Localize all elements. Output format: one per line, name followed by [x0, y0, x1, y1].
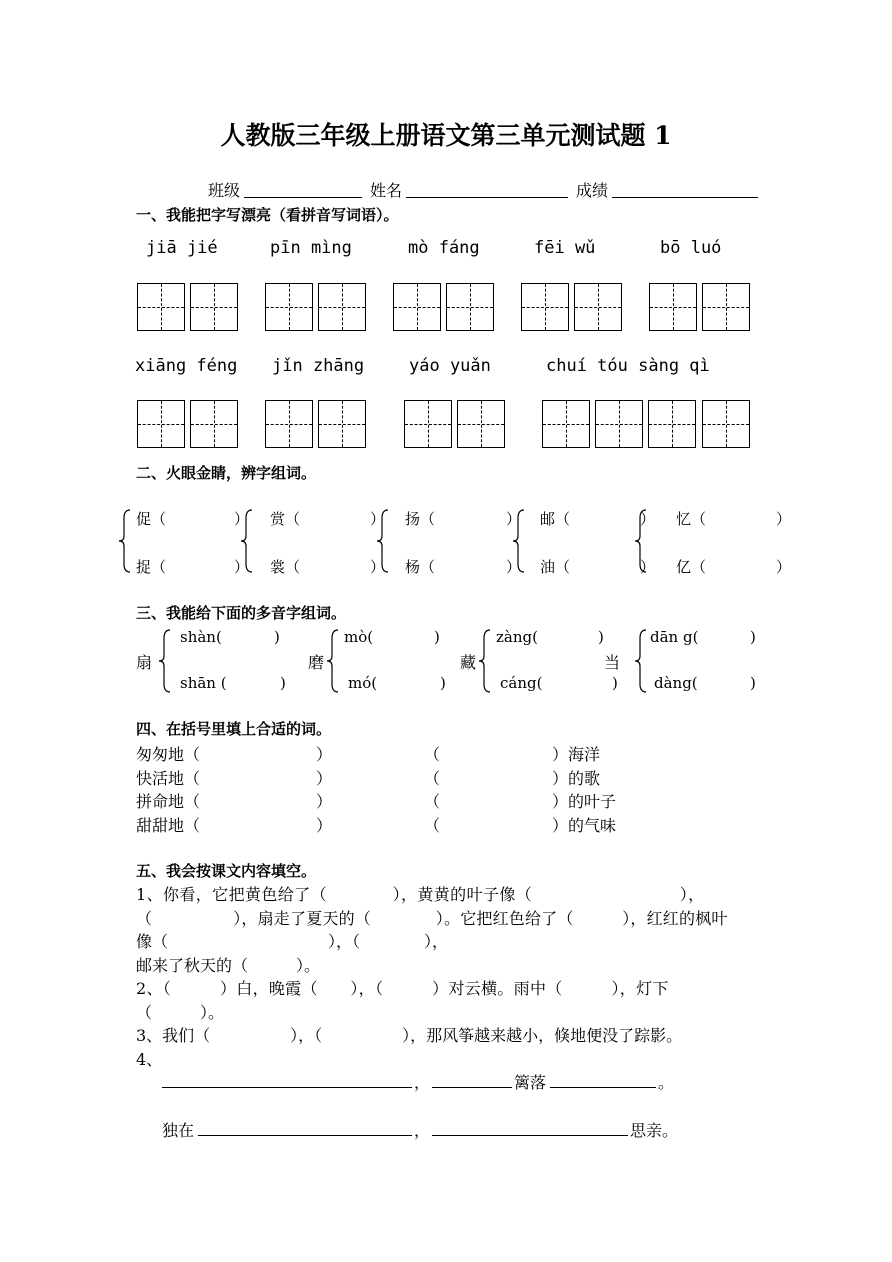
pinyin-option: shān (: [180, 674, 227, 692]
brace-icon: [478, 628, 492, 694]
poem-text: 独在: [162, 1121, 195, 1140]
paren-close[interactable]: ): [750, 674, 756, 692]
pinyin: pīn mìng: [270, 238, 352, 258]
writing-box[interactable]: [574, 283, 622, 331]
pinyin: bō luó: [660, 238, 722, 258]
writing-box[interactable]: [265, 283, 313, 331]
brace-icon: [326, 628, 340, 694]
poem-blank[interactable]: [550, 1087, 656, 1088]
polyphonic-char: 扇: [136, 653, 153, 672]
pinyin-option: dān g(: [650, 628, 699, 646]
poem-blank[interactable]: [432, 1135, 628, 1136]
pinyin-option: zàng(: [496, 628, 538, 646]
paren-close[interactable]: ）: [316, 792, 333, 811]
char-word-close[interactable]: ）: [234, 510, 250, 528]
char-word-close[interactable]: ）: [506, 558, 522, 576]
writing-box[interactable]: [595, 400, 643, 448]
fill-right: ）海洋: [552, 745, 601, 764]
char-word-close[interactable]: ）: [370, 558, 386, 576]
pinyin-option: mò(: [344, 628, 374, 646]
paren-close[interactable]: ): [750, 628, 756, 646]
char-word-open: 捉（: [136, 558, 167, 576]
pinyin-option: dàng(: [654, 674, 698, 692]
class-field[interactable]: [244, 197, 362, 198]
char-word-close[interactable]: ）: [776, 510, 792, 528]
fill-right: ）的叶子: [552, 792, 617, 811]
brace-icon: [240, 508, 254, 574]
writing-box[interactable]: [404, 400, 452, 448]
paren-close[interactable]: ): [434, 628, 440, 646]
poem-blank[interactable]: [162, 1087, 412, 1088]
char-word-open: 忆（: [676, 510, 707, 528]
polyphonic-char: 磨: [308, 653, 325, 672]
char-word-close[interactable]: ）: [640, 510, 656, 528]
char-word-open: 裳（: [270, 558, 301, 576]
pinyin-option: shàn(: [180, 628, 222, 646]
score-field[interactable]: [612, 197, 758, 198]
writing-box[interactable]: [393, 283, 441, 331]
brace-icon: [158, 628, 172, 694]
paren-close[interactable]: ）: [316, 816, 333, 835]
char-word-close[interactable]: ）: [370, 510, 386, 528]
pinyin: jiā jié: [146, 238, 218, 258]
writing-box[interactable]: [318, 283, 366, 331]
poem-end: 思亲。: [630, 1121, 679, 1140]
char-word-open: 扬（: [405, 510, 436, 528]
paren-close[interactable]: ）: [316, 769, 333, 788]
score-label: 成绩: [576, 181, 609, 200]
section5-heading: 五、我会按课文内容填空。: [136, 862, 317, 880]
fill-right: ）的歌: [552, 769, 601, 788]
section4-heading: 四、在括号里填上合适的词。: [136, 720, 332, 738]
char-word-open: 油（: [540, 558, 571, 576]
writing-box[interactable]: [265, 400, 313, 448]
writing-box[interactable]: [190, 400, 238, 448]
paren-open[interactable]: （: [424, 816, 441, 835]
pinyin: yáo yuǎn: [409, 356, 491, 376]
paren-close[interactable]: ): [274, 628, 280, 646]
pinyin: xiāng féng: [135, 356, 238, 376]
fill-left: 拼命地（: [136, 792, 201, 811]
writing-box[interactable]: [446, 283, 494, 331]
char-word-close[interactable]: ）: [506, 510, 522, 528]
char-word-open: 促（: [136, 510, 167, 528]
paren-open[interactable]: （: [424, 792, 441, 811]
text-line: 邮来了秋天的（ ）。: [136, 956, 321, 975]
polyphonic-char: 当: [604, 653, 621, 672]
writing-box[interactable]: [190, 283, 238, 331]
char-word-close[interactable]: ）: [640, 558, 656, 576]
paren-close[interactable]: ): [598, 628, 604, 646]
paren-close[interactable]: ): [280, 674, 286, 692]
section1-heading: 一、我能把字写漂亮（看拼音写词语）。: [136, 206, 399, 224]
writing-box[interactable]: [702, 400, 750, 448]
text-line: （ ），扇走了夏天的（ ）。它把红色给了（ ），红红的枫叶: [136, 909, 728, 928]
writing-box[interactable]: [648, 400, 696, 448]
poem-end: 。: [658, 1073, 675, 1092]
brace-icon: [634, 508, 648, 574]
pinyin: fēi wǔ: [534, 238, 596, 258]
pinyin-option: mó(: [348, 674, 378, 692]
paren-close[interactable]: ): [612, 674, 618, 692]
writing-box[interactable]: [137, 283, 185, 331]
poem-blank[interactable]: [432, 1087, 512, 1088]
char-word-open: 邮（: [540, 510, 571, 528]
fill-right: ）的气味: [552, 816, 617, 835]
section2-heading: 二、火眼金睛，辨字组词。: [136, 464, 317, 482]
writing-box[interactable]: [702, 283, 750, 331]
poem-sep: ，: [414, 1073, 431, 1092]
name-label: 姓名: [370, 181, 403, 200]
paren-close[interactable]: ): [440, 674, 446, 692]
char-word-close[interactable]: ）: [234, 558, 250, 576]
poem-sep: ，: [414, 1121, 431, 1140]
text-line: 3、我们（ ），（ ），那风筝越来越小，倏地便没了踪影。: [136, 1026, 683, 1045]
poem-blank[interactable]: [198, 1135, 412, 1136]
brace-icon: [376, 508, 390, 574]
writing-box[interactable]: [542, 400, 590, 448]
fill-left: 快活地（: [136, 769, 201, 788]
char-word-open: 赏（: [270, 510, 301, 528]
pinyin-option: cáng(: [500, 674, 543, 692]
fill-left: 甜甜地（: [136, 816, 201, 835]
pinyin: chuí tóu sàng qì: [546, 356, 710, 376]
char-word-close[interactable]: ）: [776, 558, 792, 576]
text-line: 1、你看，它把黄色给了（ ），黄黄的叶子像（ ），: [136, 885, 705, 904]
writing-box[interactable]: [137, 400, 185, 448]
paren-open[interactable]: （: [424, 745, 441, 764]
text-line: 2、（ ）白，晚霞（ ），（ ）对云横。雨中（ ），灯下: [136, 979, 669, 998]
pinyin: mò fáng: [408, 238, 480, 258]
pinyin: jǐn zhāng: [272, 356, 365, 376]
polyphonic-char: 藏: [460, 653, 477, 672]
brace-icon: [634, 628, 648, 694]
brace-icon: [512, 508, 526, 574]
class-label: 班级: [208, 181, 241, 200]
section3-heading: 三、我能给下面的多音字组词。: [136, 604, 347, 622]
writing-box[interactable]: [318, 400, 366, 448]
poem-text: 篱落: [514, 1073, 547, 1092]
paren-close[interactable]: ）: [316, 745, 333, 764]
page-title: 人教版三年级上册语文第三单元测试题 1: [220, 121, 672, 150]
paren-open[interactable]: （: [424, 769, 441, 788]
writing-box[interactable]: [649, 283, 697, 331]
brace-icon: [118, 508, 132, 574]
text-line: （ ）。: [136, 1003, 225, 1022]
char-word-open: 杨（: [405, 558, 436, 576]
text-line: 4、: [136, 1050, 163, 1069]
writing-box[interactable]: [457, 400, 505, 448]
text-line: 像（ ），（ ），: [136, 932, 449, 951]
char-word-open: 亿（: [676, 558, 707, 576]
fill-left: 匆匆地（: [136, 745, 201, 764]
writing-box[interactable]: [521, 283, 569, 331]
name-field[interactable]: [406, 197, 568, 198]
